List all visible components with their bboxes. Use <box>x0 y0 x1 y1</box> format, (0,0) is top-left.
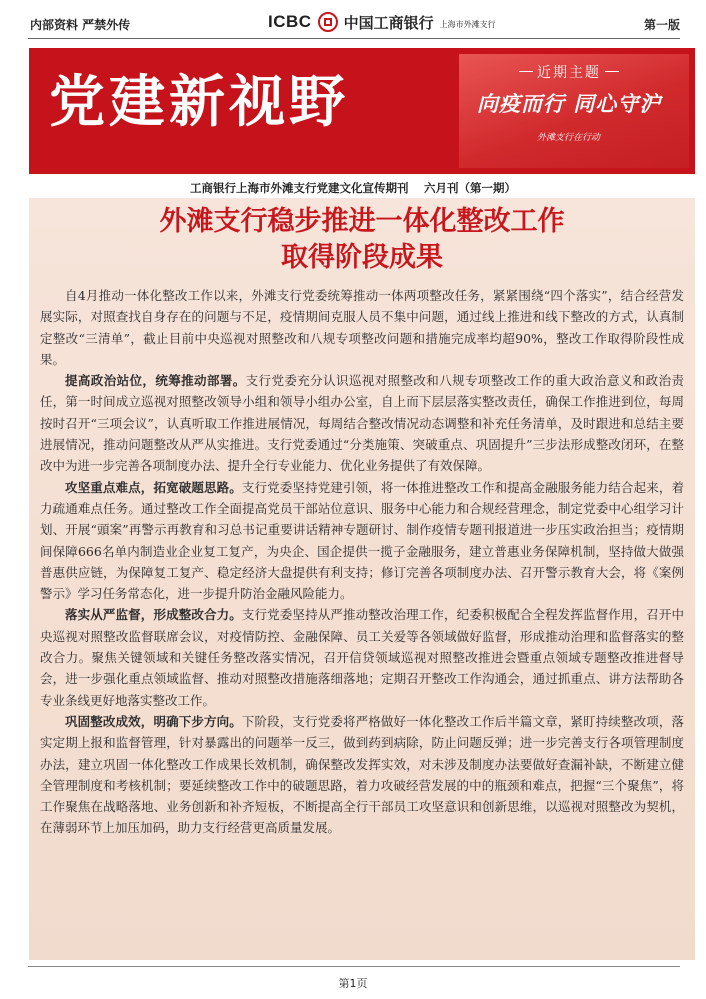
masthead-banner <box>29 48 695 174</box>
article-title-line-1: 外滩支行稳步推进一体化整改工作 <box>159 206 565 237</box>
bank-name: 中国工商银行 <box>343 13 434 32</box>
paragraph-lead: 提高政治站位，统筹推动部署。 <box>65 373 246 389</box>
page-number: 第1页 <box>338 977 368 990</box>
paragraph-lead: 巩固整改成效，明确下步方向。 <box>65 713 242 729</box>
paragraph-4: 落实从严监督，形成整改合力。支行党委坚持从严推动整改治理工作，纪委积极配合全程发挥监督作用，召开中央巡视对照整改监督联席会议，对疫情防控、金融保障、员工关爱等各领域做好监督，形成推动治理和监督落实的整改合力。聚焦关键领域和关键任务整改落实情况，召开信贷领域巡视对照整改推进会暨重点领域专题整改推进督导会，进一步强化重点领域监督、推动对照整改措施落细落地；定期召开整改工作沟通会，通过抓重点、讲方法帮助各专业条线更好地落实整改工作。 <box>40 607 684 708</box>
paragraph-1: 自4月推动一体化整改工作以来，外滩支行党委统筹推动一体两项整改任务，紧紧围绕“四个落实”，结合经营发展实际，对照查找自身存在的问题与不足，疫情期间克服人员不集中问题，通过线上推进和线下整改的方式，认真制定整改“三清单”，截止目前中央巡视对照整改和八规专项整改问题和措施完成率均超90%，整改工作取得阶段性成果。 <box>40 288 684 367</box>
bank-logo <box>268 9 496 35</box>
edition-label: 第一版 <box>643 18 680 32</box>
paragraph-5: 巩固整改成效，明确下步方向。下阶段，支行党委将严格做好一体化整改工作后半篇文章，紧盯持续整改项，落实定期上报和监督管理，针对暴露出的问题举一反三，做到药到病除，防止问题反弹；进一步完善支行各项管理制度办法，建立巩固一体化整改工作成果长效机制，确保整改发挥实效，对未涉及制度办法要做好查漏补缺，不断建立健全管理制度和考核机制；要延续整改工作中的破题思路，着力攻破经营发展的中的瓶颈和难点，把握“三个聚焦”，将工作聚焦在战略落地、业务创新和补齐短板，不断提高全行干部员工攻坚意识和创新思维，以巡视对照整改为契机，在薄弱环节上加压加码，助力支行经营更高质量发展。 <box>40 713 684 836</box>
issue-line: 工商银行上海市外滩支行党建文化宣传期刊 六月刊（第一期） <box>189 181 516 195</box>
bank-branch: 上海市外滩支行 <box>439 19 496 29</box>
footer-divider <box>28 966 680 967</box>
theme-box <box>459 54 689 168</box>
theme-slogan: 向疫而行 同心守沪 <box>477 91 662 116</box>
theme-subtitle: 外滩支行在行动 <box>537 133 601 143</box>
paragraph-lead: 落实从严监督，形成整改合力。 <box>65 607 242 623</box>
icbc-seal-icon <box>318 12 338 32</box>
paragraph-lead: 攻坚重点难点，拓宽破题思路。 <box>65 479 242 495</box>
article-body <box>40 285 684 839</box>
article <box>29 198 695 960</box>
paragraph-3: 攻坚重点难点，拓宽破题思路。支行党委坚持党建引领，将一体推进整改工作和提高金融服务能力结合起来，着力疏通难点任务。通过整改工作全面提高党员干部站位意识、服务中心能力和合规经营理念，制定党委中心组学习计划、开展“頭案”再警示再教育和习总书记重要讲话精神专题研讨、制作疫情专题刊报道进一步压实政治担当；疫情期间保障666名单内制造业企业复工复产，为央企、国企提供一揽子金融服务，建立普惠业务保障机制，坚持做大做强普惠供应链，为保障复工复产、稳定经济大盘提供有利支持；修订完善各项制度办法、召开警示教育大会，将《案例警示》学习任务常态化，进一步提升防治金融风险能力。 <box>40 479 684 602</box>
paragraph-2: 提高政治站位，统筹推动部署。支行党委充分认识巡视对照整改和八规专项整改工作的重大政治意义和政治责任，第一时间成立巡视对照整改领导小组和领导小组办公室，自上而下层层落实整改责任，确保工作推进到位，每周按时召开“三项会议”，认真听取工作推进展情况，每周结合整改情况动态调整和补充任务清单，及时跟进和总结主要进展情况，推动问题整改从严从实推进。支行党委通过“分类施策、突破重点、巩固提升”三步法形成整改闭环，在整改中为进一步完善各项制度办法、提升全行专业能力、优化业务提供了有效保障。 <box>40 373 684 474</box>
article-title-line-2: 取得阶段成果 <box>281 242 443 273</box>
header-divider <box>28 38 680 39</box>
confidential-label: 内部资料 严禁外传 <box>30 18 131 32</box>
theme-label: 近期主题 <box>537 62 601 82</box>
icbc-wordmark: ICBC <box>268 12 312 31</box>
top-bar <box>0 0 706 44</box>
masthead-title: 党建新视野 <box>49 69 349 135</box>
